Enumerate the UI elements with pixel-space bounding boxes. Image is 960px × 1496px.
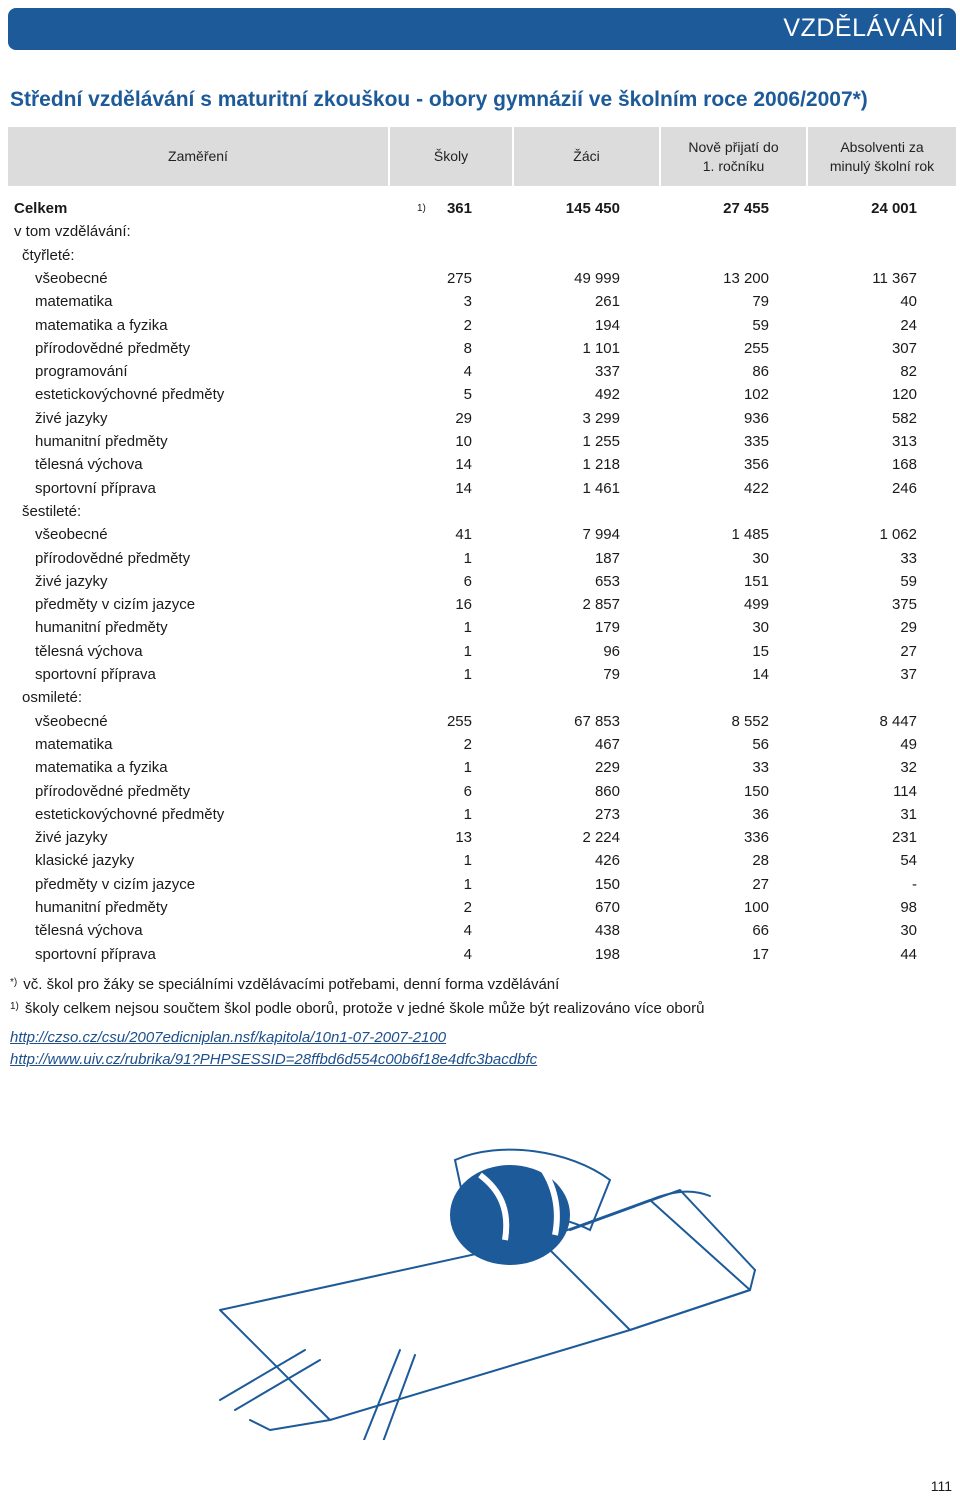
cell-pupils: 261: [594, 293, 620, 310]
cell-pupils: 187: [594, 550, 620, 567]
row-label: všeobecné: [35, 270, 108, 287]
cell-pupils: 1 461: [582, 480, 620, 497]
table-row: [0, 267, 960, 290]
table-row: [0, 896, 960, 919]
row-label: tělesná výchova: [35, 456, 143, 473]
cell-pupils: 49 999: [574, 270, 620, 287]
cell-schools: 275: [446, 270, 472, 287]
satchel-top-edge: [570, 1190, 755, 1270]
cell-new-admitted: 27 455: [723, 200, 769, 217]
cell-pupils: 7 994: [582, 526, 620, 543]
cell-graduates: 11 367: [872, 270, 917, 287]
strap-band-2: [360, 1350, 415, 1440]
cell-new-admitted: 422: [743, 480, 769, 497]
row-label: Celkem: [14, 200, 68, 217]
footnote-text: vč. škol pro žáky se speciálními vzdělávacími potřebami, denní forma vzdělávání: [23, 976, 560, 993]
cell-pupils: 2 224: [582, 829, 620, 846]
table-row: [0, 477, 960, 500]
table-row: [0, 873, 960, 896]
cell-graduates: 1 062: [879, 526, 917, 543]
cell-pupils: 1 218: [582, 456, 620, 473]
cell-graduates: 168: [891, 456, 917, 473]
table-row: [0, 663, 960, 686]
footnote-text: školy celkem nejsou součtem škol podle oborů, protože v jedné škole může být realizováno více oborů: [24, 1000, 705, 1017]
cell-new-admitted: 255: [743, 340, 769, 357]
row-label: estetickovýchovné předměty: [35, 806, 225, 823]
cell-schools: 14: [455, 456, 472, 473]
column-header-pupils: Žáci: [573, 148, 600, 164]
cell-new-admitted: 335: [743, 433, 769, 450]
section-title: VZDĚLÁVÁNÍ: [783, 14, 944, 42]
satchel-strap-top: [650, 1192, 710, 1200]
table-row: [0, 453, 960, 476]
row-label: sportovní příprava: [35, 666, 156, 683]
cell-schools: 255: [446, 713, 472, 730]
cell-schools: 2: [463, 899, 472, 916]
footnote-asterisk: [10, 976, 559, 993]
satchel-illustration: [210, 1120, 770, 1440]
cell-new-admitted: 936: [743, 410, 769, 427]
cell-pupils: 467: [594, 736, 620, 753]
table-row: [0, 290, 960, 313]
strap-left: [250, 1420, 330, 1430]
table-section-row: [0, 220, 960, 243]
cell-schools: 14: [455, 480, 472, 497]
cell-graduates: 375: [891, 596, 917, 613]
row-label: humanitní předměty: [35, 619, 168, 636]
table-row: [0, 710, 960, 733]
cell-graduates: 40: [900, 293, 917, 310]
row-label: živé jazyky: [35, 829, 108, 846]
cell-pupils: 67 853: [574, 713, 620, 730]
row-label: všeobecné: [35, 526, 108, 543]
cell-pupils: 96: [603, 643, 620, 660]
row-label: matematika: [35, 736, 113, 753]
cell-new-admitted: 356: [743, 456, 769, 473]
source-link-uiv[interactable]: http://www.uiv.cz/rubrika/91?PHPSESSID=28ffbd6d554c00b6f18e4dfc3bacdbfc: [10, 1051, 538, 1068]
cell-new-admitted: 36: [752, 806, 769, 823]
row-label: přírodovědné předměty: [35, 783, 191, 800]
cell-schools: 4: [463, 922, 472, 939]
row-label: estetickovýchovné předměty: [35, 386, 225, 403]
row-label: živé jazyky: [35, 573, 108, 590]
cell-pupils: 194: [594, 317, 620, 334]
cell-pupils: 337: [594, 363, 620, 380]
cell-schools: 361: [446, 200, 472, 217]
cell-pupils: 3 299: [582, 410, 620, 427]
cell-new-admitted: 8 552: [731, 713, 769, 730]
cell-graduates: 32: [900, 759, 917, 776]
cell-new-admitted: 151: [743, 573, 769, 590]
cell-new-admitted: 56: [752, 736, 769, 753]
cell-schools: 1: [463, 806, 472, 823]
cell-graduates: 29: [900, 619, 917, 636]
row-label: osmileté:: [22, 689, 83, 706]
cell-graduates: 24: [900, 317, 917, 334]
envelope-flap: [220, 1240, 630, 1420]
cell-schools: 1: [463, 759, 472, 776]
table-row: [0, 197, 960, 220]
cell-pupils: 1 255: [582, 433, 620, 450]
row-label: humanitní předměty: [35, 433, 168, 450]
column-header-graduates: Absolventi za minulý školní rok: [829, 138, 935, 174]
cell-new-admitted: 499: [743, 596, 769, 613]
cell-schools: 1: [463, 550, 472, 567]
page-number: 111: [930, 1478, 952, 1494]
table-row: [0, 803, 960, 826]
cell-new-admitted: 15: [752, 643, 769, 660]
table-row: [0, 570, 960, 593]
cell-new-admitted: 17: [752, 946, 769, 963]
table-row: [0, 640, 960, 663]
row-label: matematika a fyzika: [35, 317, 168, 334]
table-row: [0, 756, 960, 779]
cell-graduates: 8 447: [879, 713, 917, 730]
cell-new-admitted: 336: [743, 829, 769, 846]
cell-schools: 1: [463, 619, 472, 636]
cell-pupils: 229: [594, 759, 620, 776]
cell-schools: 6: [463, 783, 472, 800]
cell-new-admitted: 14: [752, 666, 769, 683]
row-label: matematika: [35, 293, 113, 310]
table-section-row: [0, 686, 960, 709]
cell-graduates: 33: [900, 550, 917, 567]
cell-pupils: 670: [594, 899, 620, 916]
cell-graduates: 246: [891, 480, 917, 497]
row-label: přírodovědné předměty: [35, 550, 191, 567]
satchel-side: [540, 1200, 750, 1330]
cell-new-admitted: 100: [743, 899, 769, 916]
row-label: sportovní příprava: [35, 480, 156, 497]
cell-new-admitted: 33: [752, 759, 769, 776]
table-row: [0, 780, 960, 803]
row-label: předměty v cizím jazyce: [35, 596, 196, 613]
row-label: všeobecné: [35, 713, 108, 730]
table-row: [0, 547, 960, 570]
row-label: předměty v cizím jazyce: [35, 876, 196, 893]
cell-schools: 10: [455, 433, 472, 450]
cell-pupils: 179: [594, 619, 620, 636]
cell-pupils: 860: [594, 783, 620, 800]
cell-new-admitted: 150: [743, 783, 769, 800]
row-label: klasické jazyky: [35, 852, 135, 869]
table-row: [0, 919, 960, 942]
cell-graduates: 24 001: [871, 200, 917, 217]
table-row: [0, 383, 960, 406]
table-section-row: [0, 244, 960, 267]
table-row: [0, 943, 960, 966]
cell-pupils: 438: [594, 922, 620, 939]
row-label: programování: [35, 363, 128, 380]
cell-schools: 4: [463, 946, 472, 963]
cell-graduates: 231: [891, 829, 917, 846]
table-row: [0, 733, 960, 756]
cell-new-admitted: 27: [752, 876, 769, 893]
cell-schools: 2: [463, 317, 472, 334]
cell-pupils: 145 450: [565, 200, 620, 217]
cell-new-admitted: 28: [752, 852, 769, 869]
footnote-mark: 1): [10, 1001, 19, 1012]
source-link-czso[interactable]: http://czso.cz/csu/2007edicniplan.nsf/kapitola/10n1-07-2007-2100: [10, 1029, 447, 1046]
table-row: [0, 360, 960, 383]
page-title: Střední vzdělávání s maturitní zkouškou - obory gymnázií ve školním roce 2006/2007*): [10, 88, 868, 111]
cell-graduates: 59: [900, 573, 917, 590]
table-row: [0, 616, 960, 639]
cell-graduates: 307: [891, 340, 917, 357]
cell-new-admitted: 13 200: [723, 270, 769, 287]
cell-graduates: 30: [900, 922, 917, 939]
cell-schools: 1: [463, 852, 472, 869]
cell-graduates: 98: [900, 899, 917, 916]
row-label: v tom vzdělávání:: [14, 223, 131, 240]
cell-schools: 8: [463, 340, 472, 357]
cell-pupils: 150: [594, 876, 620, 893]
cell-schools: 1: [463, 666, 472, 683]
cell-graduates: 313: [891, 433, 917, 450]
section-banner: [8, 8, 956, 50]
cell-new-admitted: 79: [752, 293, 769, 310]
cell-graduates: 49: [900, 736, 917, 753]
cell-schools: 41: [455, 526, 472, 543]
footnote-reference: 1): [417, 203, 426, 214]
table-row: [0, 826, 960, 849]
row-label: humanitní předměty: [35, 899, 168, 916]
footnote-one: [10, 1000, 704, 1017]
cell-new-admitted: 59: [752, 317, 769, 334]
cell-schools: 2: [463, 736, 472, 753]
cell-schools: 13: [455, 829, 472, 846]
row-label: šestileté:: [22, 503, 82, 520]
cell-new-admitted: 30: [752, 550, 769, 567]
cell-schools: 1: [463, 643, 472, 660]
cell-pupils: 653: [594, 573, 620, 590]
cell-graduates: 582: [891, 410, 917, 427]
cell-new-admitted: 86: [752, 363, 769, 380]
table-row: [0, 337, 960, 360]
cell-graduates: 37: [900, 666, 917, 683]
cell-graduates: 120: [891, 386, 917, 403]
cell-graduates: -: [912, 876, 917, 893]
row-label: čtyřleté:: [22, 247, 75, 264]
cell-new-admitted: 30: [752, 619, 769, 636]
cell-new-admitted: 102: [743, 386, 769, 403]
table-row: [0, 523, 960, 546]
cell-graduates: 44: [900, 946, 917, 963]
cell-graduates: 114: [893, 783, 917, 800]
cell-pupils: 198: [594, 946, 620, 963]
row-label: tělesná výchova: [35, 922, 143, 939]
cell-schools: 3: [463, 293, 472, 310]
row-label: matematika a fyzika: [35, 759, 168, 776]
table-row: [0, 593, 960, 616]
cell-schools: 6: [463, 573, 472, 590]
row-label: přírodovědné předměty: [35, 340, 191, 357]
column-header-new-admitted: Nově přijatí do 1. ročníku: [688, 138, 779, 174]
cell-schools: 5: [463, 386, 472, 403]
satchel-front-edge: [630, 1270, 755, 1330]
cell-pupils: 492: [594, 386, 620, 403]
cell-pupils: 79: [603, 666, 620, 683]
row-label: sportovní příprava: [35, 946, 156, 963]
table-row: [0, 407, 960, 430]
row-label: tělesná výchova: [35, 643, 143, 660]
cell-new-admitted: 66: [752, 922, 769, 939]
cell-pupils: 1 101: [582, 340, 620, 357]
cell-graduates: 82: [900, 363, 917, 380]
table-row: [0, 314, 960, 337]
footnote-mark: *): [10, 977, 18, 988]
cell-graduates: 27: [900, 643, 917, 660]
cell-graduates: 54: [900, 852, 917, 869]
column-header-schools: Školy: [433, 148, 469, 164]
cell-schools: 16: [455, 596, 472, 613]
cell-pupils: 2 857: [582, 596, 620, 613]
table-section-row: [0, 500, 960, 523]
cell-pupils: 273: [594, 806, 620, 823]
table-header: [8, 127, 956, 186]
cell-schools: 29: [455, 410, 472, 427]
cell-graduates: 31: [900, 806, 917, 823]
table-row: [0, 849, 960, 872]
cell-pupils: 426: [594, 852, 620, 869]
column-header-focus: Zaměření: [168, 148, 228, 164]
row-label: živé jazyky: [35, 410, 108, 427]
cell-schools: 4: [463, 363, 472, 380]
table-row: [0, 430, 960, 453]
cell-new-admitted: 1 485: [731, 526, 769, 543]
cell-schools: 1: [463, 876, 472, 893]
